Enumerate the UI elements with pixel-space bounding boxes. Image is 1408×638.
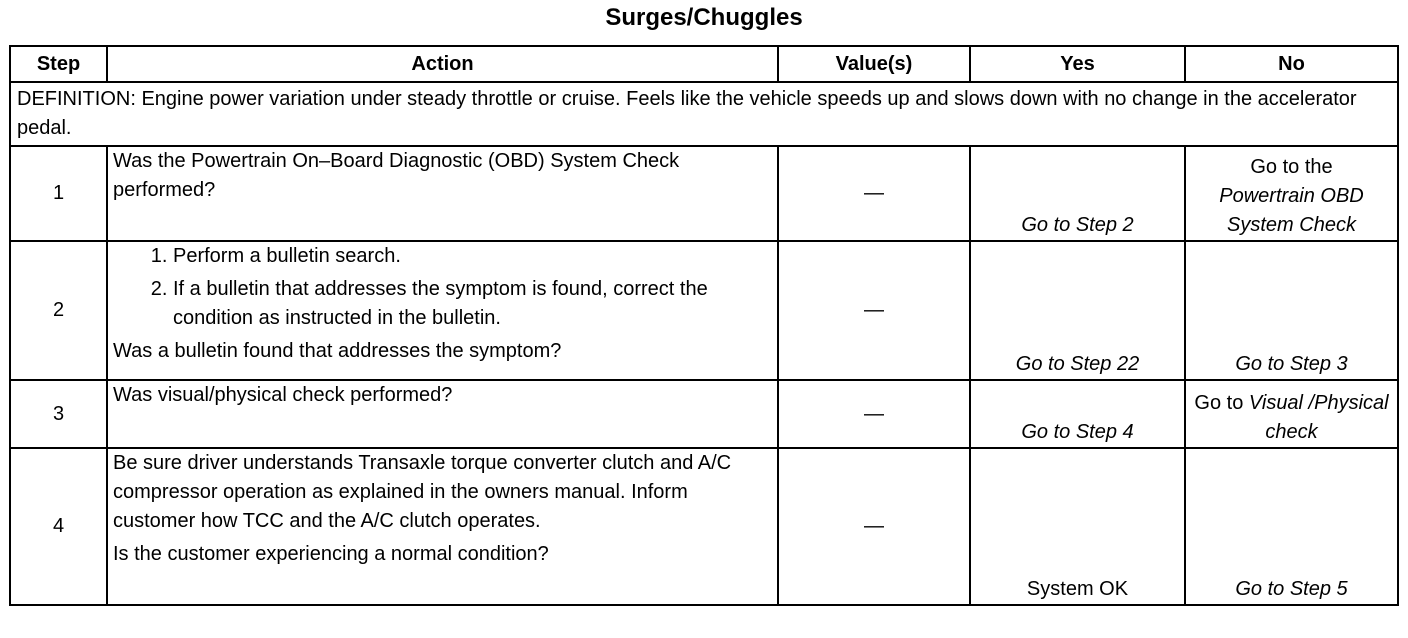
header-step: Step (10, 46, 107, 82)
definition-text: DEFINITION: Engine power variation under steady throttle or cruise. Feels like the vehicle speeds up and slows down with no change in the accelerator pedal. (10, 82, 1398, 146)
value-cell: — (778, 380, 970, 448)
list-item: 2. If a bulletin that addresses the symptom is found, correct the condition as instructed in the bulletin. (173, 275, 772, 333)
action-question: Is the customer experiencing a normal condition? (113, 543, 549, 565)
table-row (10, 241, 1398, 380)
value-cell: — (778, 146, 970, 241)
diagnostic-table (9, 45, 1399, 606)
action-text: Was the Powertrain On–Board Diagnostic (OBD) System Check performed? (107, 146, 778, 241)
action-cell (107, 448, 778, 605)
table-row (10, 448, 1398, 605)
no-link-italic: Visual /Physical check (1248, 392, 1389, 443)
yes-link[interactable]: System OK (970, 448, 1185, 605)
action-cell (107, 241, 778, 380)
header-row (10, 46, 1398, 82)
no-link-plain: Go to the (1250, 156, 1333, 178)
no-link-italic: Powertrain OBD System Check (1219, 185, 1364, 236)
action-steps (113, 242, 772, 333)
definition-row (10, 82, 1398, 146)
list-item: 1. Perform a bulletin search. (173, 242, 772, 271)
action-text: Be sure driver understands Transaxle torque converter clutch and A/C compressor operation as explained in the owners manual. Inform customer how TCC and the A/C clutch operates. (113, 452, 732, 532)
header-no: No (1185, 46, 1398, 82)
yes-link[interactable]: Go to Step 22 (970, 241, 1185, 380)
no-link[interactable] (1185, 380, 1398, 448)
yes-link[interactable]: Go to Step 2 (970, 146, 1185, 241)
value-cell: — (778, 448, 970, 605)
header-action: Action (107, 46, 778, 82)
no-link[interactable] (1185, 146, 1398, 241)
header-values: Value(s) (778, 46, 970, 82)
step-number: 1 (10, 146, 107, 241)
step-number: 2 (10, 241, 107, 380)
table-row (10, 380, 1398, 448)
no-link[interactable]: Go to Step 5 (1185, 448, 1398, 605)
table-row (10, 146, 1398, 241)
page-title: Surges/Chuggles (605, 4, 803, 31)
action-text: Was visual/physical check performed? (107, 380, 778, 448)
step-number: 4 (10, 448, 107, 605)
action-question: Was a bulletin found that addresses the symptom? (113, 340, 562, 362)
value-cell: — (778, 241, 970, 380)
header-yes: Yes (970, 46, 1185, 82)
no-link-plain: Go to (1194, 392, 1244, 414)
yes-link[interactable]: Go to Step 4 (970, 380, 1185, 448)
step-number: 3 (10, 380, 107, 448)
no-link[interactable]: Go to Step 3 (1185, 241, 1398, 380)
